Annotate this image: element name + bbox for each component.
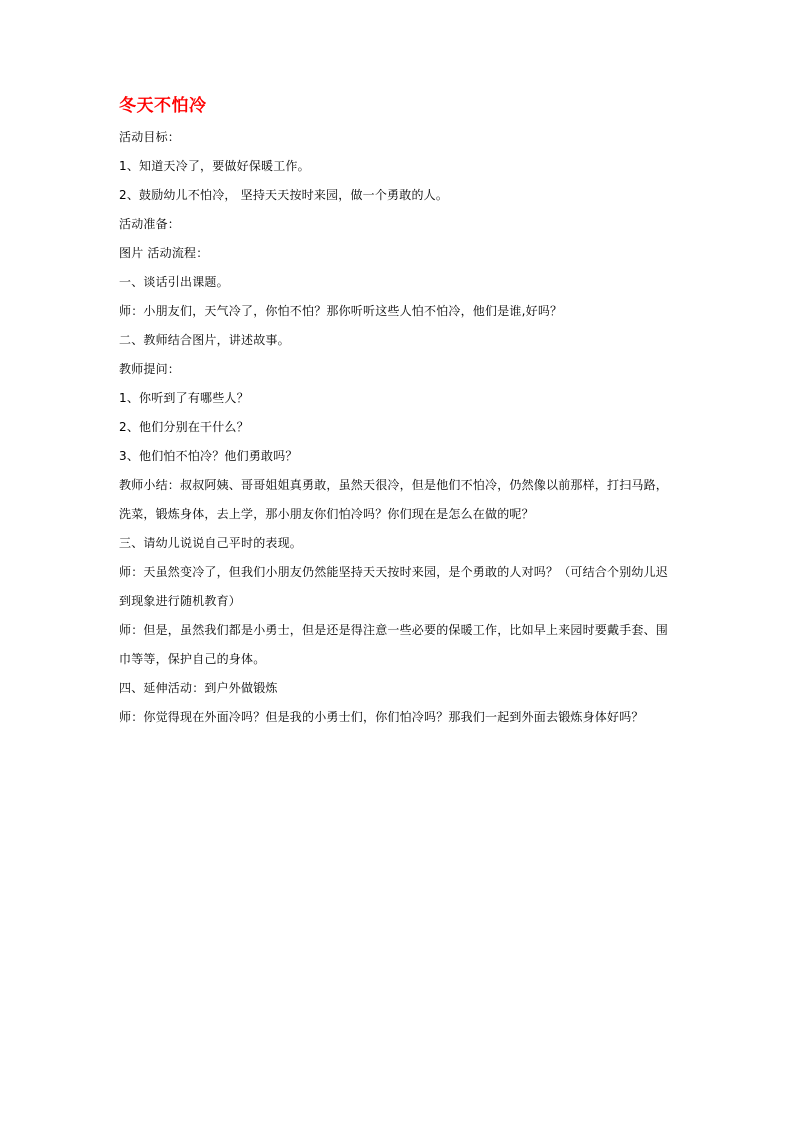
- paragraph-teacher-outdoor: 师：你觉得现在外面冷吗？但是我的小勇士们，你们怕冷吗？那我们一起到外面去锻炼身体好吗？: [119, 710, 644, 724]
- paragraph-materials: 图片 活动流程：: [119, 246, 209, 260]
- paragraph-teacher-brave: 师：天虽然变冷了，但我们小朋友仍然能坚持天天按时来园，是个勇敢的人对吗？（可结合个别幼儿迟到现象进行随机教育）: [119, 565, 669, 608]
- paragraph-goal-1: 1、知道天冷了，要做好保暖工作。: [119, 159, 310, 173]
- paragraph-teacher-intro: 师：小朋友们，天气冷了，你怕不怕？那你听听这些人怕不怕冷，他们是谁,好吗？: [119, 304, 563, 318]
- paragraph-preparation-heading: 活动准备：: [119, 217, 181, 231]
- document-title: 冬天不怕冷: [119, 96, 207, 116]
- paragraph-question-3: 3、他们怕不怕冷？他们勇敢吗？: [119, 449, 298, 463]
- paragraph-goal-2: 2、鼓励幼儿不怕冷， 坚持天天按时来园，做一个勇敢的人。: [119, 188, 449, 202]
- paragraph-teacher-warmth: 师：但是，虽然我们都是小勇士，但是还是得注意一些必要的保暖工作，比如早上来园时要戴手套、围巾等等，保护自己的身体。: [119, 623, 669, 666]
- paragraph-step-3: 三、请幼儿说说自己平时的表现。: [119, 536, 303, 550]
- paragraph-teacher-summary: 教师小结：叔叔阿姨、哥哥姐姐真勇敢，虽然天很冷，但是他们不怕冷，仍然像以前那样，打扫马路，洗菜，锻炼身体，去上学，那小朋友你们怕冷吗？你们现在是怎么在做的呢？: [119, 478, 669, 521]
- paragraph-goals-heading: 活动目标：: [119, 130, 181, 144]
- paragraph-question-2: 2、他们分别在干什么？: [119, 420, 249, 434]
- paragraph-step-4: 四、延伸活动：到户外做锻炼: [119, 681, 278, 695]
- paragraph-step-2: 二、教师结合图片，讲述故事。: [119, 333, 290, 347]
- document-body: [119, 93, 679, 732]
- paragraph-step-1: 一、谈话引出课题。: [119, 275, 229, 289]
- paragraph-question-1: 1、你听到了有哪些人？: [119, 391, 249, 405]
- paragraph-questions-heading: 教师提问：: [119, 362, 181, 376]
